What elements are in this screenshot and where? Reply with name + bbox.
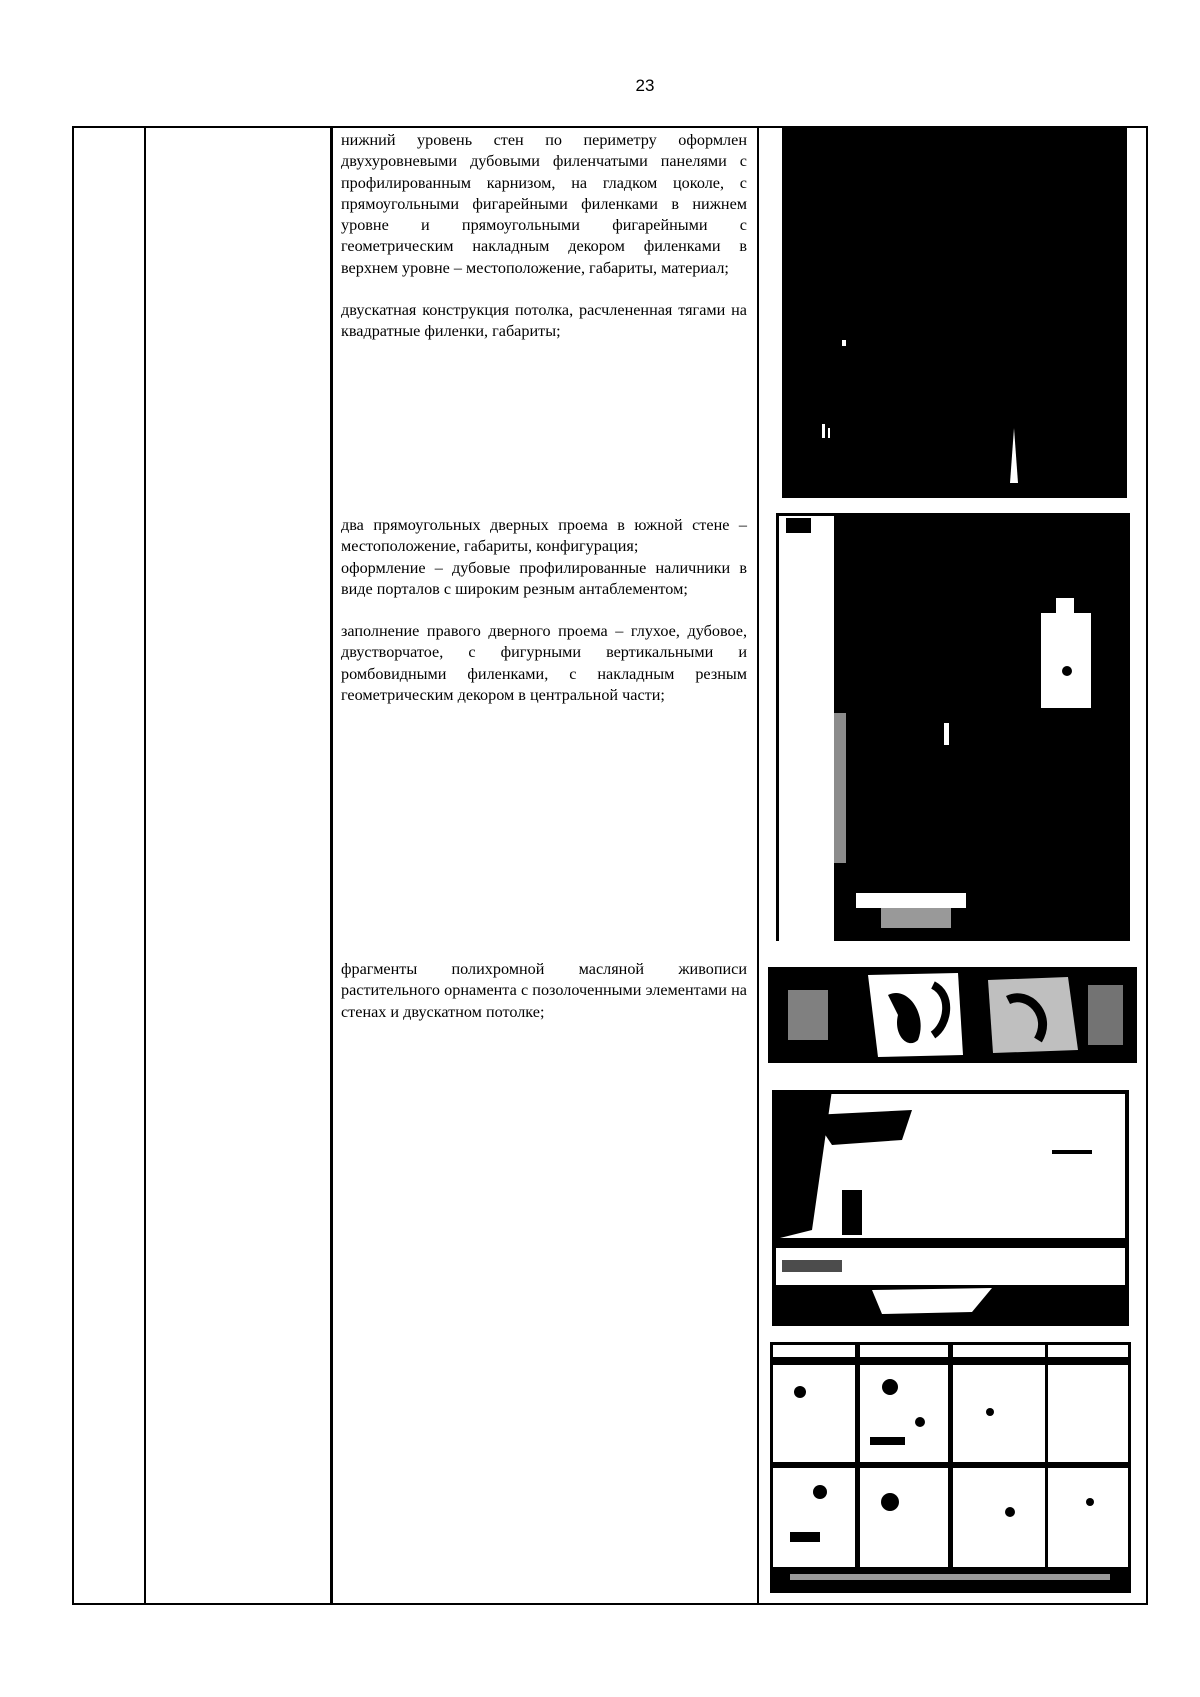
photo-interior-walls xyxy=(782,128,1127,498)
column-divider-3 xyxy=(757,126,759,1605)
description-walls-ceiling xyxy=(341,130,747,343)
photo-ceiling-panels xyxy=(770,1342,1131,1593)
paragraph-ceiling: двускатная конструкция потолка, расчлененная тягами на квадратные филенки, габариты; xyxy=(341,301,747,341)
table-left-border xyxy=(72,126,74,1605)
column-divider-1 xyxy=(144,126,146,1605)
paragraph-door-trim: оформление – дубовые профилированные наличники в виде порталов с широким резным антаблементом; xyxy=(341,558,747,598)
table-bottom-border xyxy=(72,1603,1147,1605)
description-doorways xyxy=(341,515,747,706)
paragraph-wall-panels: нижний уровень стен по периметру оформлен двухуровневыми дубовыми филенчатыми панелями с профилированным карнизом, на гладком цоколе, с прямоугольными фигарейными филенками в нижнем уровне и прямоугольными фигарейными с геометрическим накладным декором филенками в верхнем уровне – местоположение, габариты, материал; xyxy=(341,131,747,277)
description-painting xyxy=(341,959,747,1023)
paragraph-doorways: два прямоугольных дверных проема в южной стене – местоположение, габариты, конфигурация; xyxy=(341,516,747,556)
photo-doorway xyxy=(776,513,1130,941)
photo-ornament-frieze xyxy=(768,955,1137,1075)
paragraph-door-leaf: заполнение правого дверного проема – глухое, дубовое, двустворчатое, с фигурными вертикальными и ромбовидными филенками, с накладным резным геометрическим декором в центральной части; xyxy=(341,622,747,705)
photo-wall-fragment xyxy=(772,1090,1129,1326)
paragraph-painting: фрагменты полихромной масляной живописи растительного орнамента с позолоченными элементами на стенах и двускатном потолке; xyxy=(341,960,747,1021)
table-right-border xyxy=(1146,126,1148,1605)
page-number: 23 xyxy=(635,76,655,95)
column-divider-2 xyxy=(330,126,333,1605)
